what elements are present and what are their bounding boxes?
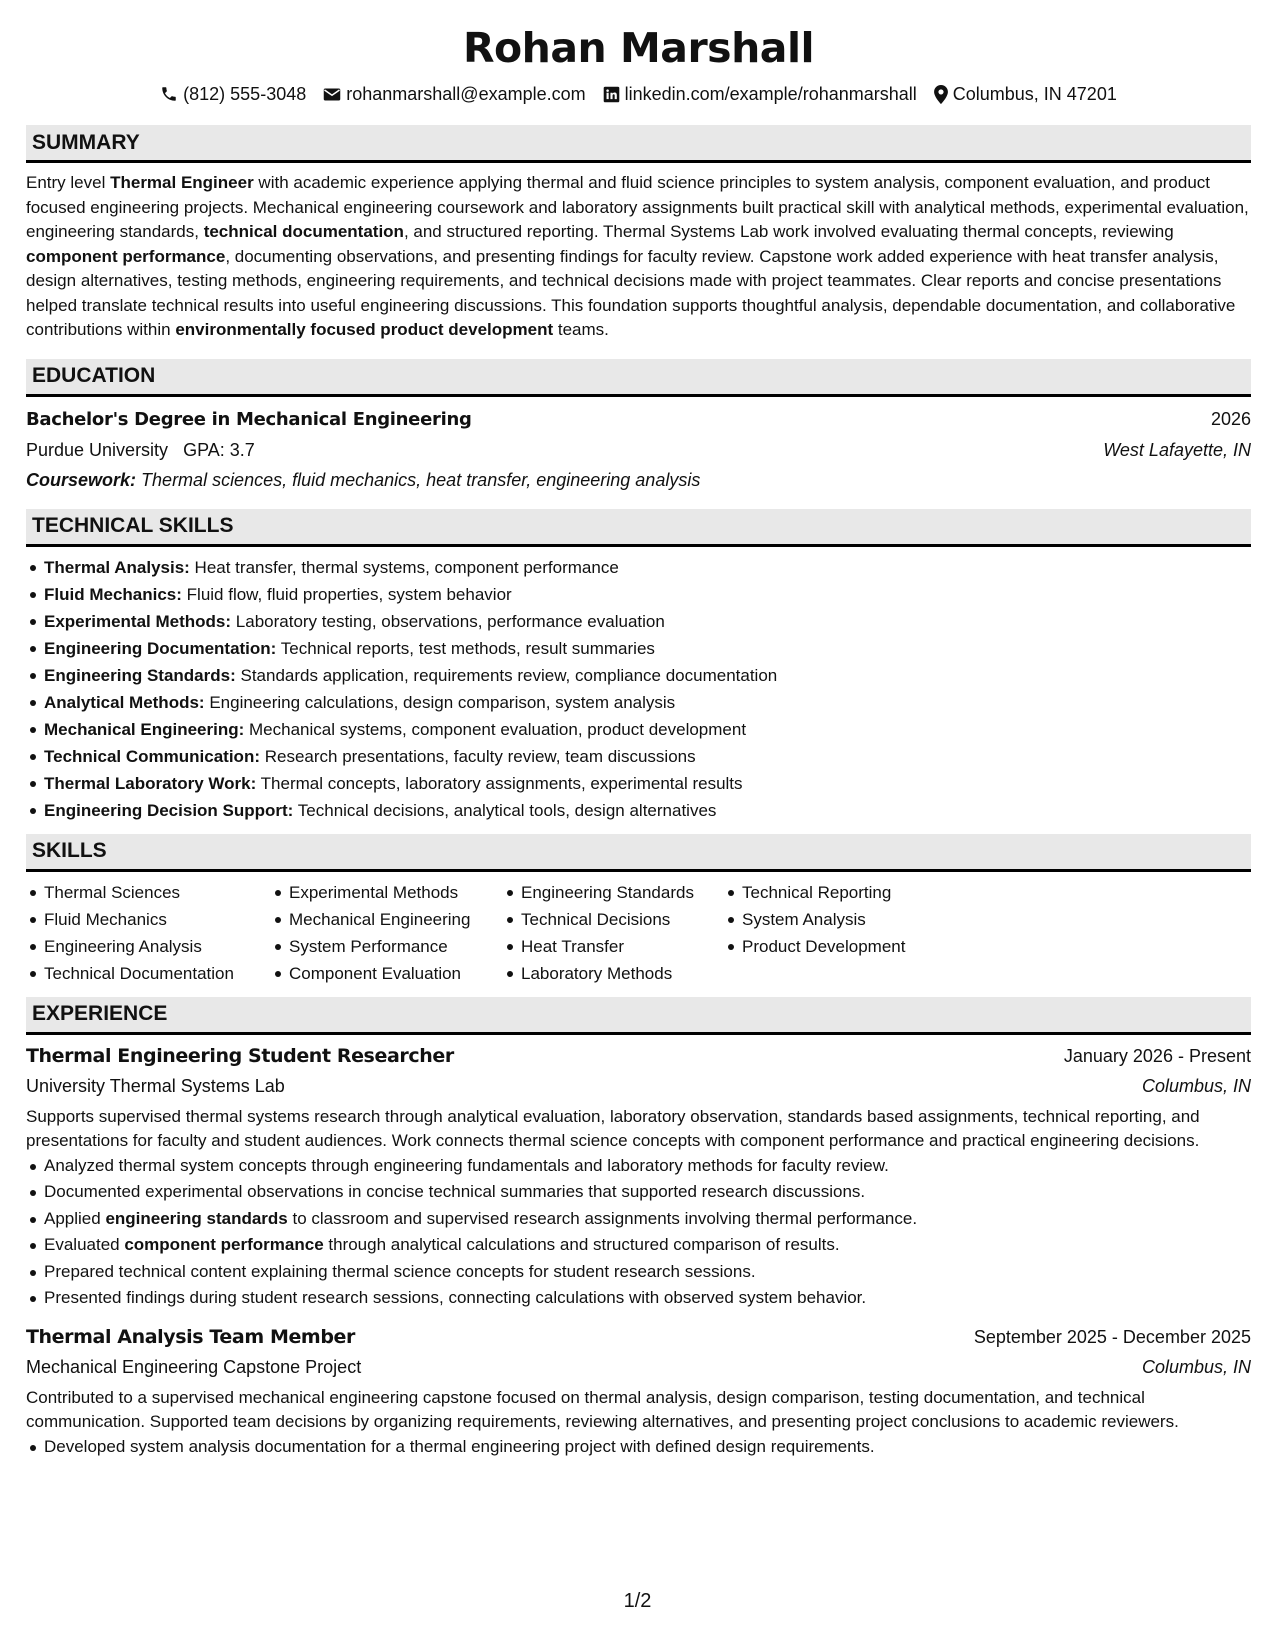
contact-location (934, 84, 1117, 105)
bullet-text: Presented findings during student research sessions, connecting calculations with observed system behavior. (44, 1288, 867, 1307)
resume-page (26, 20, 1251, 1460)
education-heading: EDUCATION (26, 359, 1251, 397)
technical-skill-text: Technical reports, test methods, result summaries (280, 638, 655, 658)
summary-segment: , and structured reporting. Thermal Systems Lab work involved evaluating thermal concepts, reviewing (403, 222, 1174, 241)
job-location: Columbus, IN (1141, 1356, 1251, 1377)
technical-skills-list (26, 554, 1251, 824)
bullet-text: Prepared technical content explaining thermal science concepts for student research sessions. (44, 1261, 756, 1281)
technical-skill-item (26, 608, 1251, 635)
skill-item: Mechanical Engineering (271, 906, 503, 933)
job-title: Thermal Engineering Student Researcher (26, 1044, 454, 1067)
technical-skill-label: Experimental Methods: (44, 611, 232, 631)
summary-segment: , documenting observations, and presenting findings for faculty review. Capstone work added experience with heat transfer analysis, design alternatives, testing methods, engineering requirements, and technical decisions made with project teammates. Clear reports and concise presentations helped translate technical results into useful engineering discussions. This foundation supports thoughtful analysis, dependable documentation, and collaborative contributions within (26, 246, 1236, 339)
experience-list (26, 1041, 1251, 1461)
summary-keyword: Thermal Engineer (110, 173, 254, 192)
technical-skill-item (26, 554, 1251, 581)
job-bullet (26, 1153, 1251, 1180)
technical-skill-label: Fluid Mechanics: (44, 584, 182, 604)
phone-icon (160, 85, 178, 103)
technical-skill-item (26, 743, 1251, 770)
skills-column (271, 879, 503, 987)
technical-skill-text: Laboratory testing, observations, performance evaluation (235, 611, 665, 631)
experience-entry (26, 1041, 1251, 1312)
job-bullet (26, 1206, 1251, 1233)
technical-skills-heading: TECHNICAL SKILLS (26, 509, 1251, 547)
summary-keyword: environmentally focused product development (175, 320, 554, 339)
job-dates: September 2025 - December 2025 (973, 1326, 1251, 1347)
school-location: West Lafayette, IN (1103, 439, 1251, 460)
summary-keyword: technical documentation (203, 222, 404, 241)
skill-item: Engineering Standards (503, 879, 724, 906)
experience-entry (26, 1322, 1251, 1461)
skill-item: Laboratory Methods (503, 960, 724, 987)
technical-skill-label: Engineering Documentation: (44, 638, 277, 658)
technical-skill-label: Thermal Laboratory Work: (44, 773, 257, 793)
skill-item: Product Development (724, 933, 924, 960)
technical-skill-text: Technical decisions, analytical tools, design alternatives (297, 800, 717, 820)
technical-skill-label: Engineering Decision Support: (44, 800, 294, 820)
skill-item: Engineering Analysis (26, 933, 271, 960)
bullet-keyword: engineering standards (105, 1208, 288, 1228)
skill-item: System Performance (271, 933, 503, 960)
summary-segment: teams. (553, 320, 609, 339)
skills-heading: SKILLS (26, 834, 1251, 872)
experience-heading: EXPERIENCE (26, 997, 1251, 1035)
school-line (26, 435, 255, 465)
technical-skill-text: Standards application, requirements review, compliance documentation (240, 665, 778, 685)
skill-item: Component Evaluation (271, 960, 503, 987)
technical-skill-item (26, 716, 1251, 743)
skill-item: Technical Reporting (724, 879, 924, 906)
skills-grid (26, 879, 1251, 987)
linkedin-icon (603, 86, 620, 103)
bullet-keyword: component performance (124, 1235, 324, 1254)
bullet-text: through analytical calculations and structured comparison of results. (323, 1235, 840, 1254)
skill-item: Experimental Methods (271, 879, 503, 906)
technical-skill-item (26, 662, 1251, 689)
degree-title: Bachelor's Degree in Mechanical Engineering (26, 408, 472, 430)
technical-skill-text: Heat transfer, thermal systems, component performance (194, 557, 619, 577)
job-bullet-list (26, 1434, 1251, 1461)
education-entry (26, 404, 1251, 495)
job-bullet (26, 1232, 1251, 1259)
coursework-label: Coursework: (26, 469, 137, 490)
bullet-text: Documented experimental observations in concise technical summaries that supported research discussions. (44, 1182, 866, 1201)
location-text: Columbus, IN 47201 (952, 83, 1117, 104)
bullet-text: Applied (44, 1208, 106, 1228)
skill-item: Thermal Sciences (26, 879, 271, 906)
technical-skill-text: Engineering calculations, design comparison, system analysis (209, 692, 676, 712)
envelope-icon (323, 87, 341, 102)
job-organization: Mechanical Engineering Capstone Project (26, 1356, 362, 1377)
summary-heading: SUMMARY (26, 125, 1251, 163)
job-organization: University Thermal Systems Lab (26, 1075, 285, 1096)
skill-item: Technical Decisions (503, 906, 724, 933)
skill-item: System Analysis (724, 906, 924, 933)
bullet-text: Evaluated (44, 1235, 125, 1254)
technical-skill-label: Engineering Standards: (44, 665, 236, 685)
technical-skill-label: Thermal Analysis: (44, 557, 190, 577)
technical-skill-item (26, 770, 1251, 797)
job-bullet (26, 1285, 1251, 1312)
candidate-name: Rohan Marshall (462, 24, 815, 72)
technical-skill-text: Research presentations, faculty review, team discussions (264, 746, 696, 766)
coursework-line (26, 465, 1251, 495)
technical-skill-item (26, 689, 1251, 716)
summary-keyword: component performance (26, 246, 226, 266)
page-number: 1/2 (623, 1590, 652, 1612)
job-bullet (26, 1179, 1251, 1206)
skills-column (26, 879, 271, 987)
linkedin-text: linkedin.com/example/rohanmarshall (624, 83, 917, 104)
job-description: Contributed to a supervised mechanical engineering capstone focused on thermal analysis, design comparison, testing documentation, and technical communication. Supported team decisions by organizing requirements, reviewing alternatives, and presenting project conclusions to academic reviewers. (26, 1387, 1179, 1431)
summary-segment: with academic experience applying thermal and fluid science principles to system analysis, component evaluation, and product focused engineering projects. Mechanical engineering coursework and laboratory assignments built practical skill with analytical methods, experimental evaluation, engineering standards, (26, 173, 1249, 241)
job-bullet (26, 1434, 1251, 1461)
technical-skill-text: Mechanical systems, component evaluation, product development (249, 719, 747, 739)
job-dates: January 2026 - Present (1063, 1045, 1251, 1066)
skills-column (724, 879, 924, 987)
technical-skill-label: Technical Communication: (44, 746, 260, 766)
bullet-text: Developed system analysis documentation for a thermal engineering project with defined design requirements. (44, 1436, 875, 1456)
job-bullet-list (26, 1153, 1251, 1312)
summary-segment: Entry level (26, 173, 111, 192)
map-pin-icon (934, 85, 948, 104)
summary-text (26, 171, 1251, 343)
technical-skill-item (26, 635, 1251, 662)
skill-item: Heat Transfer (503, 933, 724, 960)
email-text: rohanmarshall@example.com (346, 83, 586, 104)
job-location: Columbus, IN (1141, 1075, 1251, 1096)
job-description: Supports supervised thermal systems research through analytical evaluation, laboratory observation, standards based assignments, technical reporting, and presentations for faculty and student audiences. Work connects thermal science concepts with component performance and practical engineering decisions. (26, 1106, 1200, 1150)
coursework-text: Thermal sciences, fluid mechanics, heat transfer, engineering analysis (141, 469, 701, 490)
school-name: Purdue University (26, 439, 169, 460)
contact-linkedin[interactable] (603, 84, 917, 105)
bullet-text: Analyzed thermal system concepts through engineering fundamentals and laboratory methods for faculty review. (44, 1155, 889, 1175)
technical-skill-label: Mechanical Engineering: (44, 719, 245, 739)
job-title: Thermal Analysis Team Member (26, 1325, 355, 1348)
technical-skill-item (26, 581, 1251, 608)
job-bullet (26, 1259, 1251, 1286)
contact-phone[interactable] (160, 84, 306, 105)
skills-column (503, 879, 724, 987)
phone-text: (812) 555-3048 (183, 83, 307, 104)
technical-skill-label: Analytical Methods: (44, 692, 205, 712)
skill-item: Fluid Mechanics (26, 906, 271, 933)
technical-skill-item (26, 797, 1251, 824)
skill-item: Technical Documentation (26, 960, 271, 987)
bullet-text: to classroom and supervised research assignments involving thermal performance. (287, 1208, 918, 1228)
graduation-year: 2026 (1210, 408, 1251, 429)
gpa: GPA: 3.7 (183, 439, 255, 460)
technical-skill-text: Fluid flow, fluid properties, system behavior (186, 584, 512, 604)
contact-bar (26, 81, 1251, 107)
contact-email[interactable] (323, 84, 585, 105)
technical-skill-text: Thermal concepts, laboratory assignments, experimental results (260, 773, 743, 793)
